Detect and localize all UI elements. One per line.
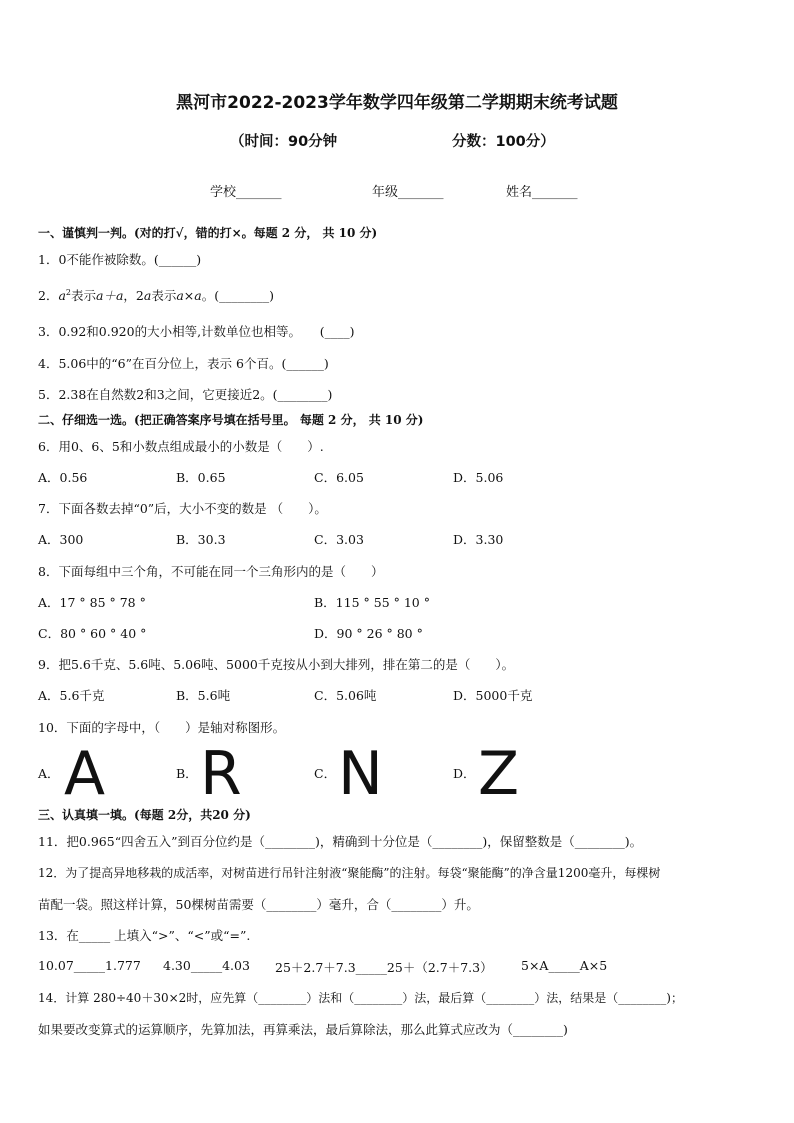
q7-option-b: B．30.3 [176, 532, 226, 547]
q13-item-4: 5×A_____A×5 [521, 958, 608, 973]
question-12-line-1: 12．为了提高异地移栽的成活率，对树苗进行吊针注射液“聚能酶”的注射。每袋“聚能酶”的净含量1200毫升，每棵树 [38, 866, 661, 880]
q6-option-b: B．0.65 [176, 470, 226, 485]
question-3: 3．0.92和0.920的大小相等,计数单位也相等。 (____) [38, 324, 355, 339]
q2-text-3: 表示 [151, 288, 177, 303]
q10-letter-b: R [200, 739, 242, 809]
question-7: 7．下面各数去掉“0”后，大小不变的数是 （ ）。 [38, 501, 327, 516]
q6-option-a: A．0.56 [38, 470, 88, 485]
q2-var: a [58, 288, 66, 303]
q10-option-c: C． [314, 766, 337, 781]
q9-option-c: C．5.06吨 [314, 688, 377, 703]
q8-option-a: A．17 ° 85 ° 78 ° [38, 595, 146, 610]
q7-option-d: D．3.30 [453, 532, 504, 547]
question-14-line-2: 如果要改变算式的运算顺序，先算加法，再算乘法，最后算除法，那么此算式应改为（________) [38, 1022, 568, 1037]
q7-option-a: A．300 [38, 532, 84, 547]
q8-option-d: D．90 ° 26 ° 80 ° [314, 626, 423, 641]
q10-option-b: B． [176, 766, 198, 781]
exam-time: （时间：90分钟 [230, 134, 338, 150]
q13-item-3: 25＋2.7＋7.3_____25＋（2.7＋7.3） [275, 960, 493, 975]
school-field: 学校_______ [210, 185, 282, 200]
question-14-line-1: 14．计算 280÷40＋30×2时，应先算（________）法和（________）法，最后算（________）法，结果是（________)； [38, 991, 683, 1005]
q9-option-d: D．5000千克 [453, 688, 533, 703]
q10-letter-c: N [338, 739, 383, 809]
section-3-heading: 三、认真填一填。(每题 2分，共20 分) [38, 808, 251, 822]
q2-text-2: ，2 [123, 288, 144, 303]
q6-option-c: C．6.05 [314, 470, 364, 485]
question-5: 5．2.38在自然数2和3之间，它更接近2。(________) [38, 387, 333, 402]
q2-blank: 。(________) [201, 288, 274, 303]
q8-option-b: B．115 ° 55 ° 10 ° [314, 595, 430, 610]
q2-expr-2: a×a [176, 288, 202, 303]
q9-option-b: B．5.6吨 [176, 688, 231, 703]
section-1-heading: 一、谨慎判一判。(对的打√，错的打×。每题 2 分， 共 10 分) [38, 226, 378, 240]
q2-number: 2． [38, 288, 59, 303]
q10-option-d: D． [453, 766, 476, 781]
question-8: 8．下面每组中三个角，不可能在同一个三角形内的是（ ） [38, 564, 384, 579]
q2-expr-1: a＋a [96, 288, 124, 303]
exam-score: 分数：100分） [452, 134, 555, 150]
q13-item-2: 4.30_____4.03 [163, 958, 250, 973]
q10-letter-d: Z [478, 739, 520, 809]
grade-field: 年级_______ [372, 185, 444, 200]
question-2 [38, 286, 274, 304]
question-6: 6．用0、6、5和小数点组成最小的小数是（ ）. [38, 439, 324, 454]
q6-option-d: D．5.06 [453, 470, 504, 485]
q7-option-c: C．3.03 [314, 532, 364, 547]
question-1: 1．0不能作被除数。(______) [38, 252, 202, 267]
q2-var-2: a [143, 288, 152, 303]
q2-text: 表示 [71, 288, 97, 303]
q13-item-1: 10.07_____1.777 [38, 958, 141, 973]
question-12-line-2: 苗配一袋。照这样计算，50棵树苗需要（________）毫升，合（________）升。 [38, 897, 479, 912]
question-13: 13．在_____ 上填入“>”、“<”或“=”. [38, 928, 251, 943]
question-10: 10．下面的字母中，（ ）是轴对称图形。 [38, 720, 286, 735]
page-title: 黑河市2022-2023学年数学四年级第二学期期末统考试题 [176, 93, 618, 113]
q9-option-a: A．5.6千克 [38, 688, 105, 703]
question-9: 9．把5.6千克、5.6吨、5.06吨、5000千克按从小到大排列，排在第二的是（ ）。 [38, 657, 515, 672]
section-2-heading: 二、仔细选一选。(把正确答案序号填在括号里。 每题 2 分， 共 10 分) [38, 413, 424, 427]
question-4: 4．5.06中的“6”在百分位上，表示 6个百。(______) [38, 356, 329, 371]
q8-option-c: C．80 ° 60 ° 40 ° [38, 626, 147, 641]
q10-letter-a: A [64, 739, 106, 809]
question-11: 11．把0.965“四舍五入”到百分位约是（________)，精确到十分位是（________)，保留整数是（________)。 [38, 834, 643, 849]
q10-option-a: A． [38, 766, 60, 781]
q2-exponent: 2 [65, 287, 71, 297]
name-field: 姓名_______ [506, 185, 578, 200]
